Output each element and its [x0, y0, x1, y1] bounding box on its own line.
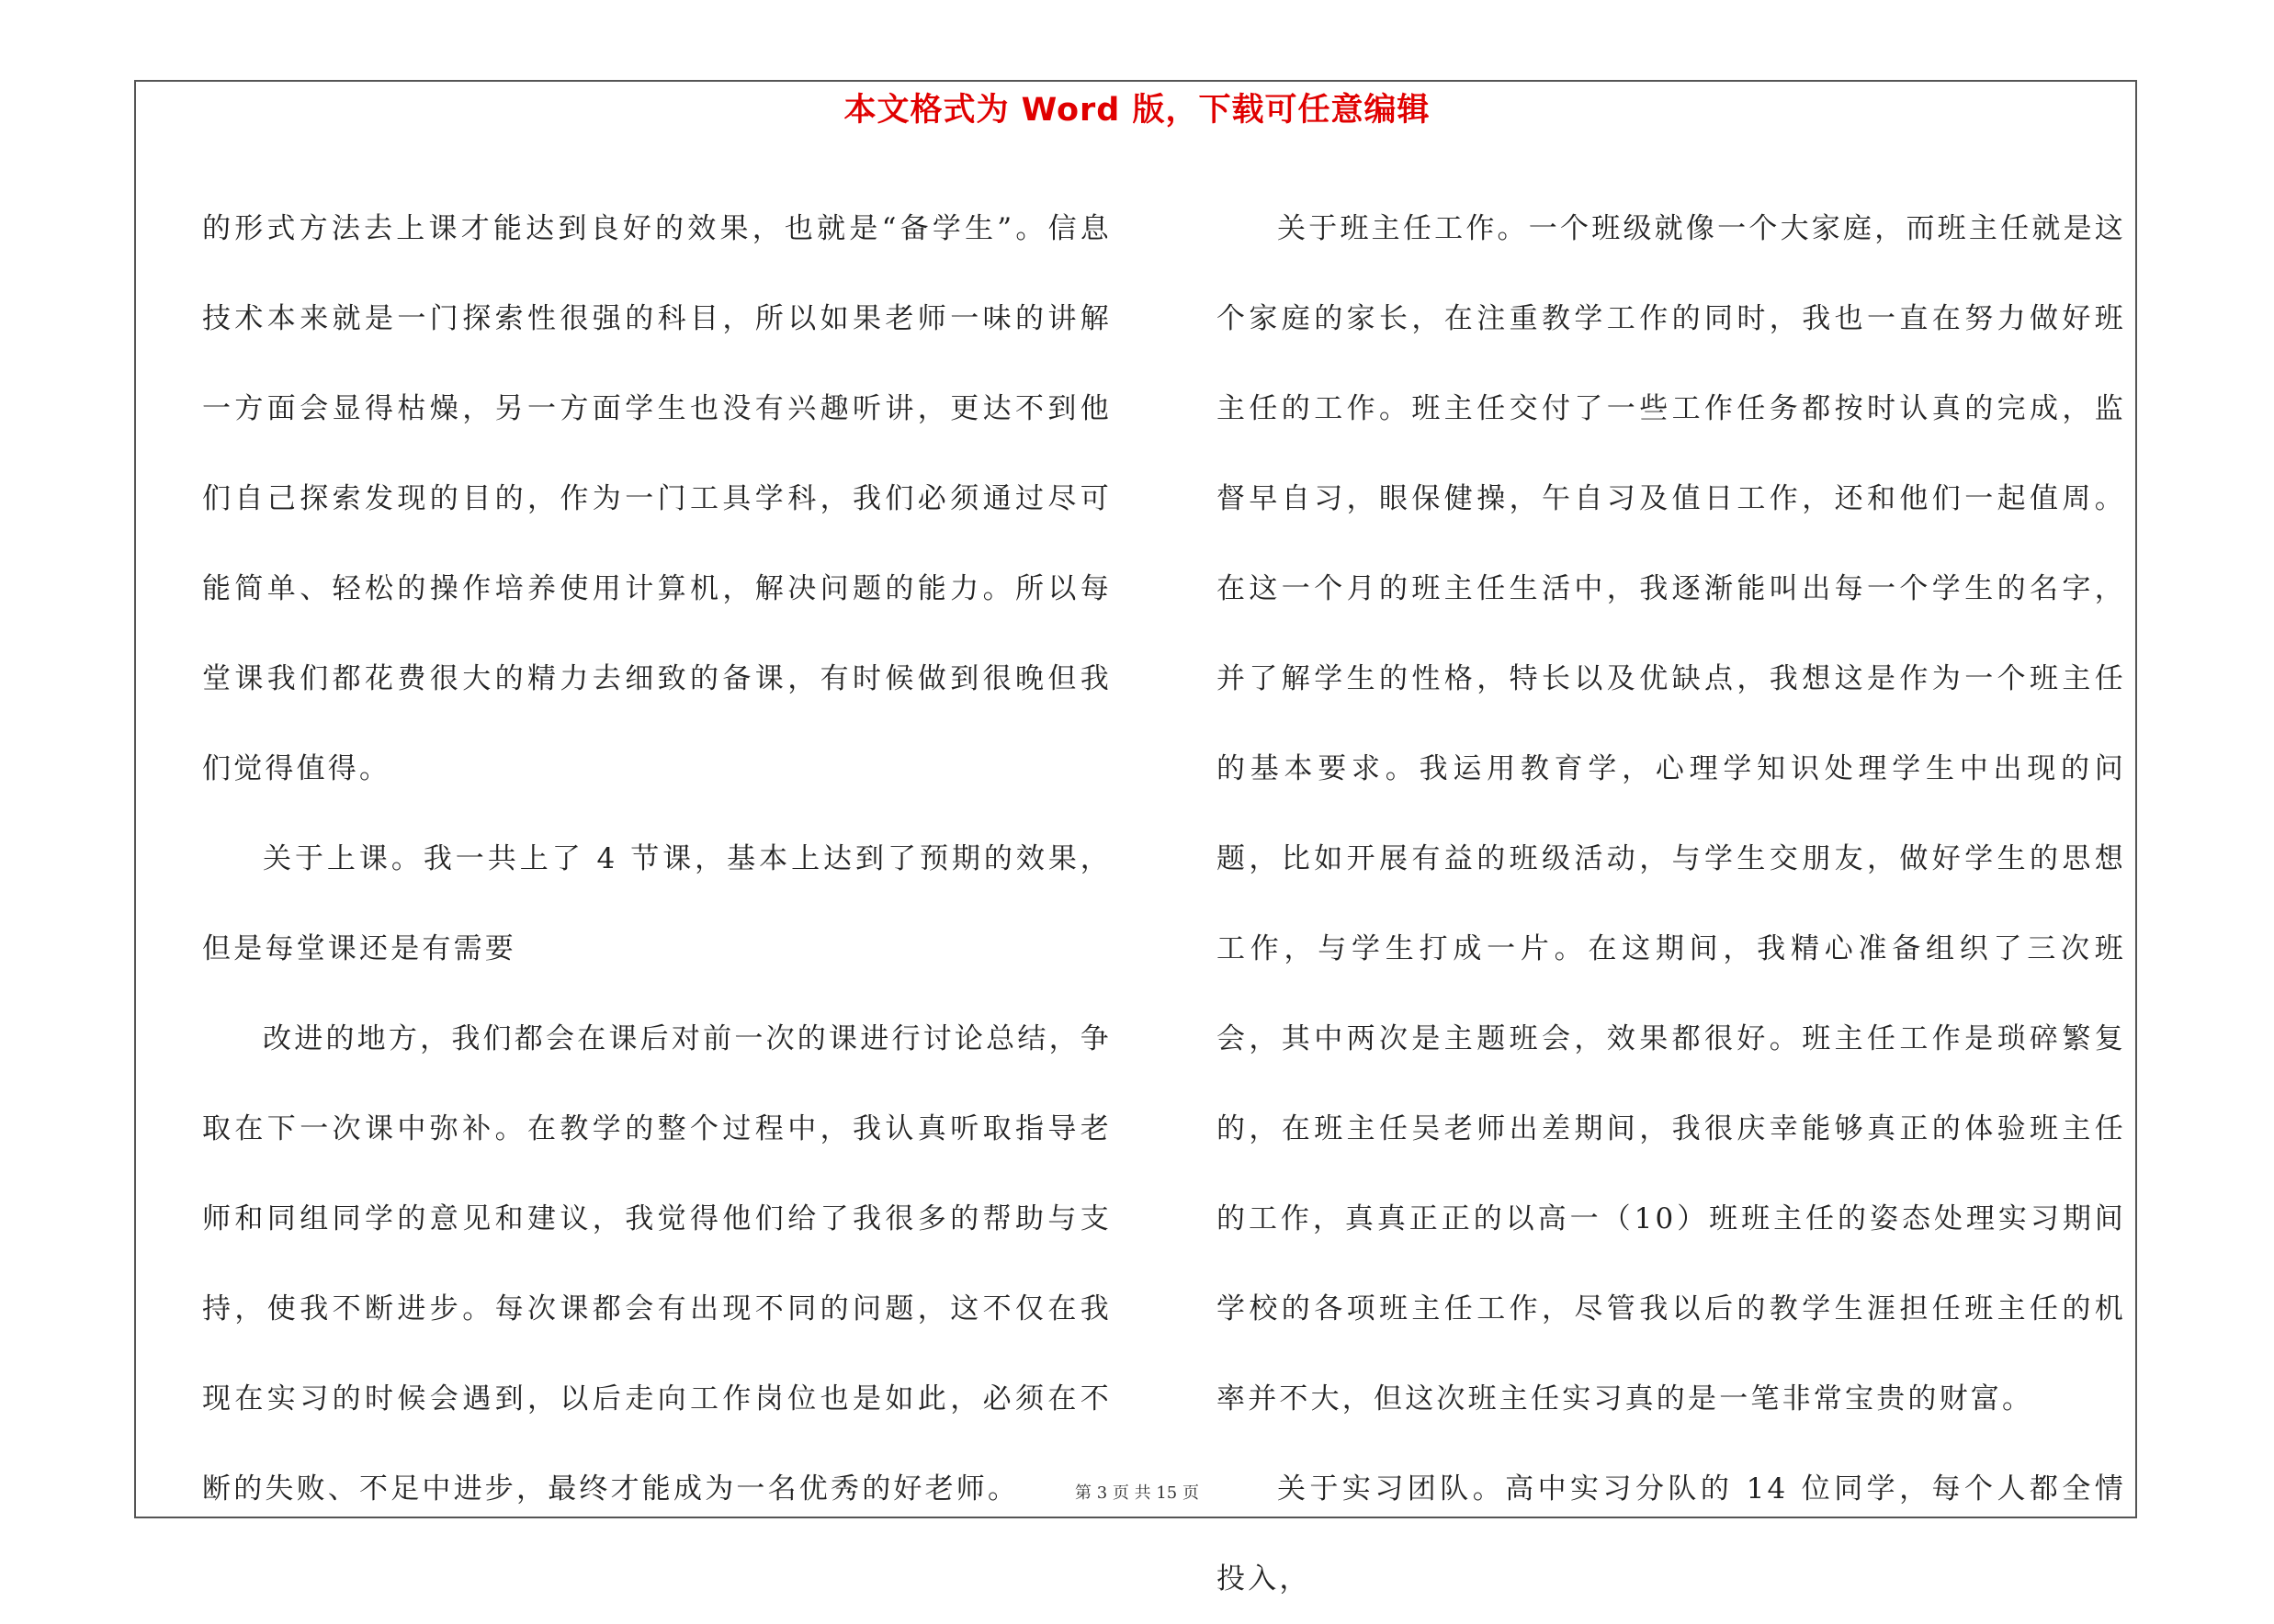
left-text-column — [202, 184, 1112, 1534]
right-text-column — [1216, 184, 2126, 1624]
left-paragraph-1: 的形式方法去上课才能达到良好的效果，也就是“备学生”。信息技术本来就是一门探索性很强的科目，所以如果老师一味的讲解一方面会显得枯燥，另一方面学生也没有兴趣听讲，更达不到他们自己探索发现的目的，作为一门工具学科，我们必须通过尽可能简单、轻松的操作培养使用计算机，解决问题的能力。所以每堂课我们都花费很大的精力去细致的备课，有时候做到很晚但我们觉得值得。 — [202, 212, 1112, 785]
right-paragraph-1: 关于班主任工作。一个班级就像一个大家庭，而班主任就是这个家庭的家长，在注重教学工作的同时，我也一直在努力做好班主任的工作。班主任交付了一些工作任务都按时认真的完成，监督早自习，眼保健操，午自习及值日工作，还和他们一起值周。在这一个月的班主任生活中，我逐渐能叫出每一个学生的名字，并了解学生的性格，特长以及优缺点，我想这是作为一个班主任的基本要求。我运用教育学，心理学知识处理学生中出现的问题，比如开展有益的班级活动，与学生交朋友，做好学生的思想工作，与学生打成一片。在这期间，我精心准备组织了三次班会，其中两次是主题班会，效果都很好。班主任工作是琐碎繁复的，在班主任吴老师出差期间，我很庆幸能够真正的体验班主任的工作，真真正正的以高一（10）班班主任的姿态处理实习期间学校的各项班主任工作，尽管我以后的教学生涯担任班主任的机率并不大，但这次班主任实习真的是一笔非常宝贵的财富。 — [1216, 212, 2126, 1415]
right-paragraph-2: 关于实习团队。高中实习分队的 14 位同学，每个人都全情投入， — [1216, 1472, 2126, 1596]
document-header-notice: 本文格式为 Word 版，下载可任意编辑 — [843, 92, 1431, 129]
left-paragraph-3: 改进的地方，我们都会在课后对前一次的课进行讨论总结，争取在下一次课中弥补。在教学的整个过程中，我认真听取指导老师和同组同学的意见和建议，我觉得他们给了我很多的帮助与支持，使我不断进步。每次课都会有出现不同的问题，这不仅在我现在实习的时候会遇到，以后走向工作岗位也是如此，必须在不断的失败、不足中进步，最终才能成为一名优秀的好老师。 — [202, 1022, 1112, 1506]
left-paragraph-2: 关于上课。我一共上了 4 节课，基本上达到了预期的效果，但是每堂课还是有需要 — [202, 842, 1112, 965]
page-number-footer: 第 3 页 共 15 页 — [1075, 1483, 1199, 1503]
